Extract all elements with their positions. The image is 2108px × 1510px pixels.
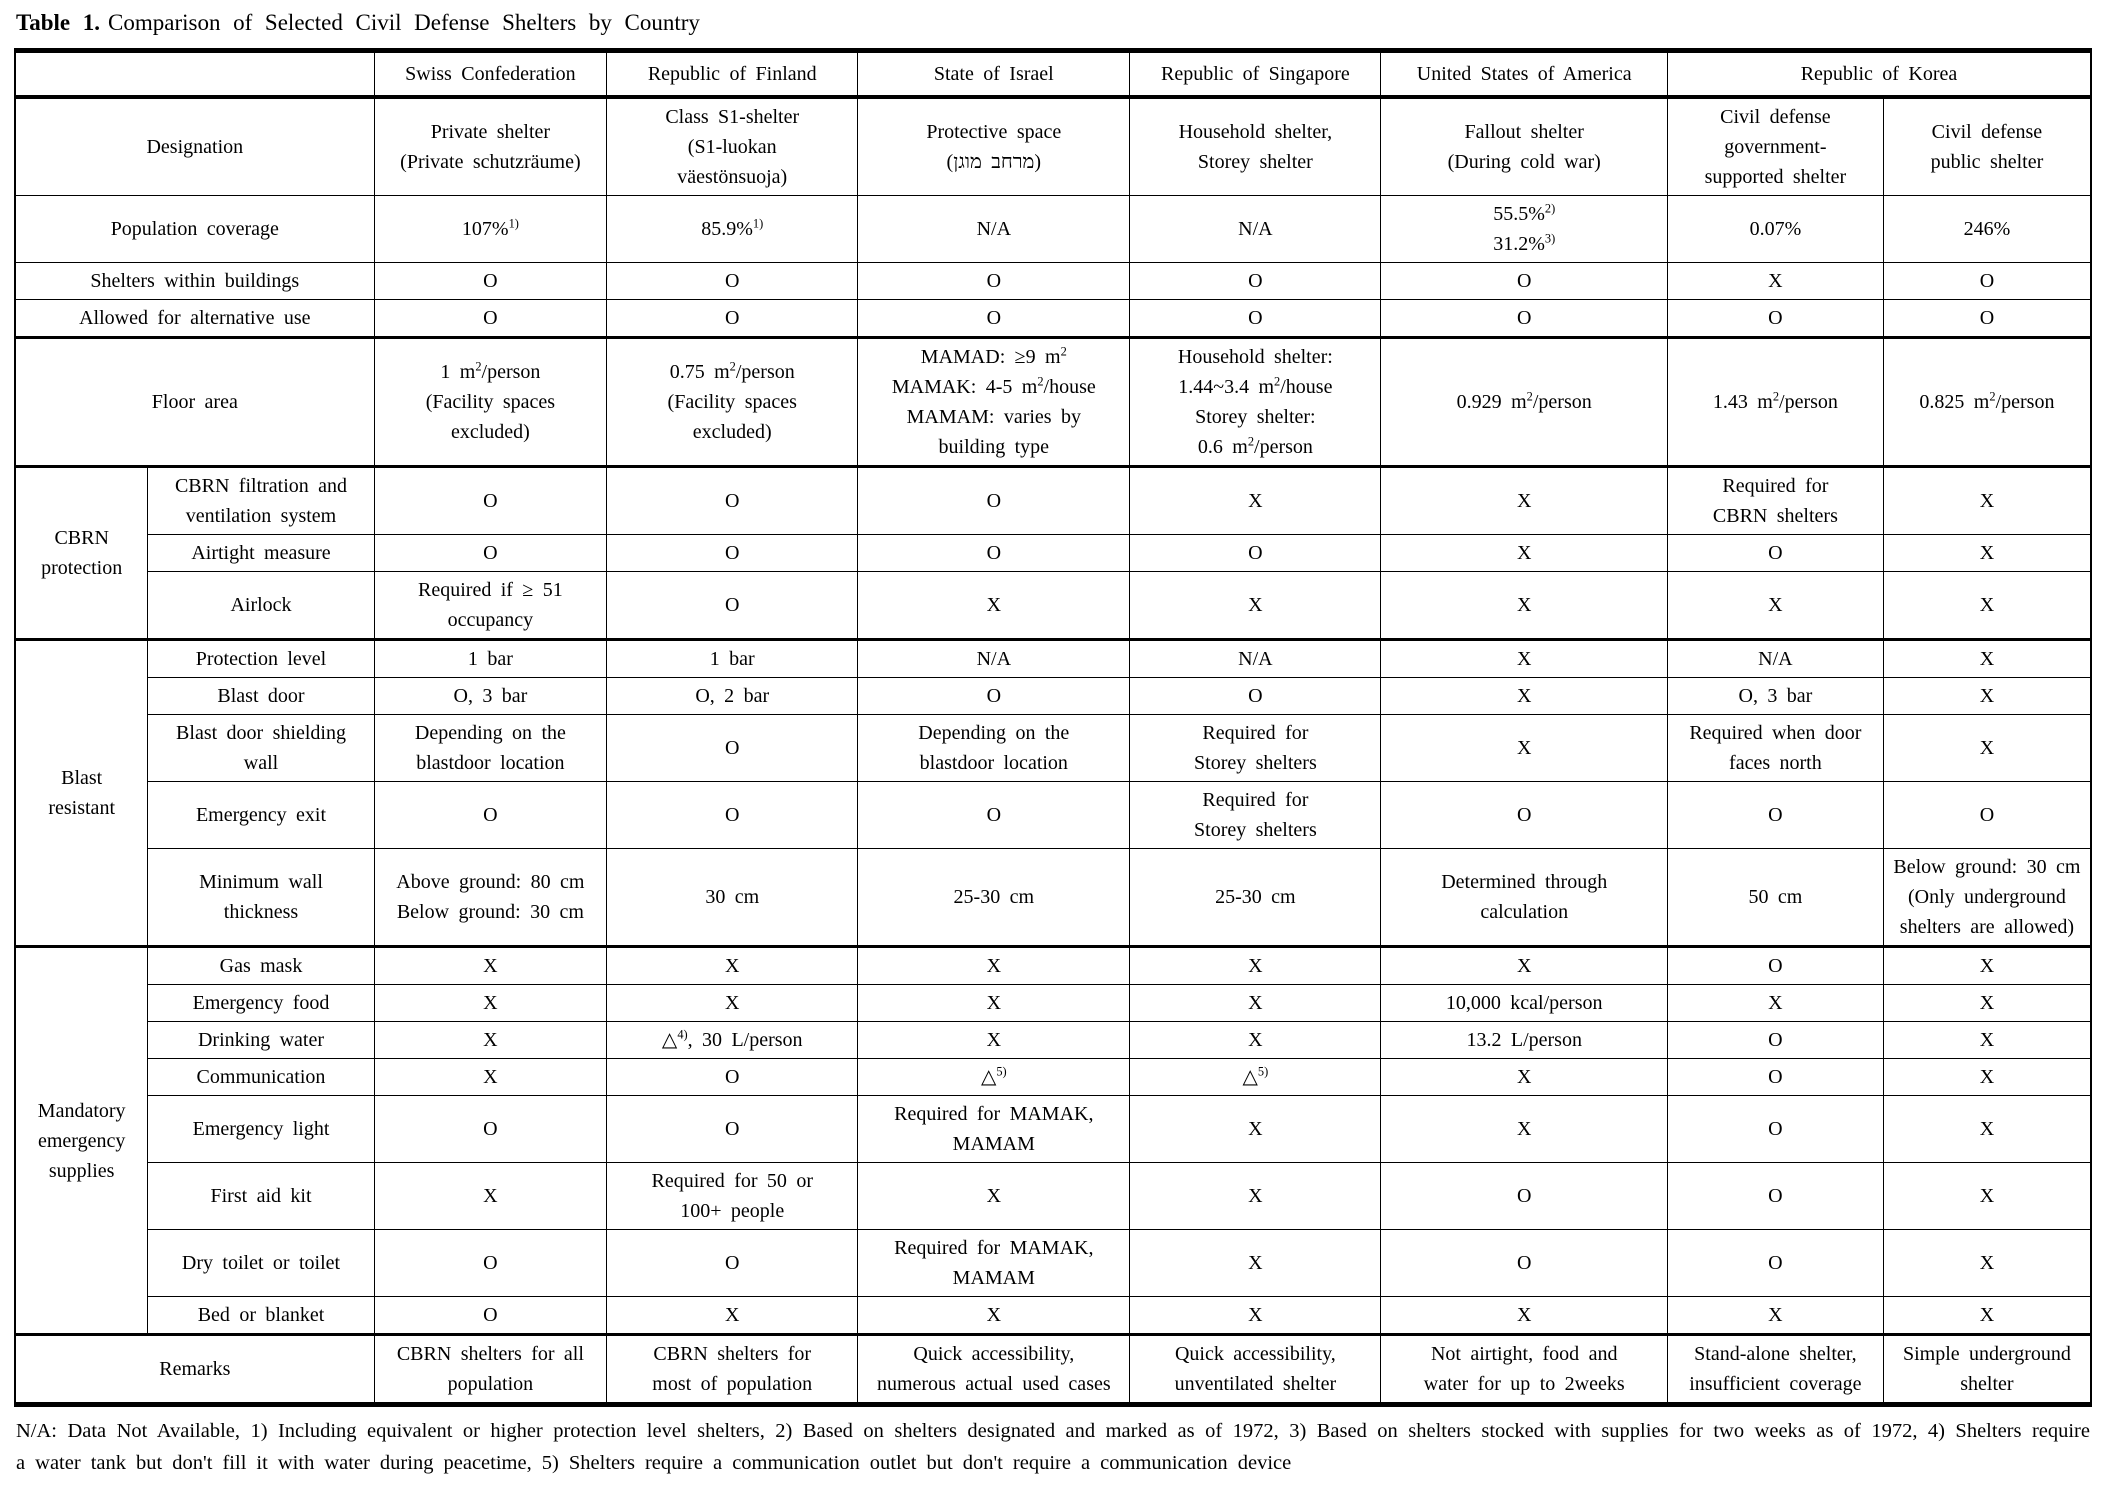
cell-cbrn-filtration-4: X [1381, 467, 1667, 535]
cell-shelters-within-buildings-1: O [607, 263, 858, 300]
table-row-dry-toilet [15, 1230, 2091, 1297]
cell-emergency-food-0: X [374, 985, 607, 1022]
row-label-communication: Communication [148, 1059, 374, 1096]
cell-drinking-water-4: 13.2 L/person [1381, 1022, 1667, 1059]
cell-emergency-food-3: X [1130, 985, 1381, 1022]
table-row-designation [15, 97, 2091, 196]
cell-cbrn-filtration-5: Required for CBRN shelters [1667, 467, 1883, 535]
cell-allowed-alternative-use-0: O [374, 300, 607, 338]
country-header-4: United States of America [1381, 51, 1667, 98]
row-label-population-coverage: Population coverage [15, 196, 374, 263]
cell-protection-level-0: 1 bar [374, 640, 607, 678]
table-row-communication [15, 1059, 2091, 1096]
cell-emergency-light-0: O [374, 1096, 607, 1163]
cell-bed-or-blanket-5: X [1667, 1297, 1883, 1335]
cell-first-aid-kit-1: Required for 50 or 100+ people [607, 1163, 858, 1230]
cell-shelters-within-buildings-5: X [1667, 263, 1883, 300]
cell-minimum-wall-thickness-2: 25-30 cm [858, 849, 1130, 947]
cell-airlock-4: X [1381, 572, 1667, 640]
cell-designation-4: Fallout shelter (During cold war) [1381, 97, 1667, 196]
cell-airtight-measure-6: X [1883, 535, 2091, 572]
cell-dry-toilet-6: X [1883, 1230, 2091, 1297]
cell-blast-door-shielding-wall-2: Depending on the blastdoor location [858, 715, 1130, 782]
table-caption-label: Table 1. [16, 10, 101, 35]
table-row-shelters-within-buildings [15, 263, 2091, 300]
cell-population-coverage-4: 55.5%$^{2)}$ 31.2%$^{3)}$ [1381, 196, 1667, 263]
row-label-dry-toilet: Dry toilet or toilet [148, 1230, 374, 1297]
cell-bed-or-blanket-0: O [374, 1297, 607, 1335]
cell-remarks-6: Simple underground shelter [1883, 1335, 2091, 1405]
cell-dry-toilet-4: O [1381, 1230, 1667, 1297]
cell-airlock-2: X [858, 572, 1130, 640]
row-label-minimum-wall-thickness: Minimum wall thickness [148, 849, 374, 947]
table-row-emergency-food [15, 985, 2091, 1022]
cell-allowed-alternative-use-2: O [858, 300, 1130, 338]
cell-airtight-measure-3: O [1130, 535, 1381, 572]
country-header-1: Republic of Finland [607, 51, 858, 98]
cell-airlock-6: X [1883, 572, 2091, 640]
cell-airlock-5: X [1667, 572, 1883, 640]
cell-emergency-exit-1: O [607, 782, 858, 849]
row-label-remarks: Remarks [15, 1335, 374, 1405]
cell-emergency-food-6: X [1883, 985, 2091, 1022]
cell-blast-door-shielding-wall-0: Depending on the blastdoor location [374, 715, 607, 782]
cell-bed-or-blanket-1: X [607, 1297, 858, 1335]
cell-emergency-food-2: X [858, 985, 1130, 1022]
row-label-floor-area: Floor area [15, 338, 374, 467]
table-caption [16, 10, 2092, 36]
table-row-emergency-exit [15, 782, 2091, 849]
row-label-emergency-exit: Emergency exit [148, 782, 374, 849]
cell-communication-0: X [374, 1059, 607, 1096]
cell-minimum-wall-thickness-5: 50 cm [1667, 849, 1883, 947]
table-row-bed-or-blanket [15, 1297, 2091, 1335]
cell-airtight-measure-4: X [1381, 535, 1667, 572]
cell-cbrn-filtration-6: X [1883, 467, 2091, 535]
cell-first-aid-kit-6: X [1883, 1163, 2091, 1230]
cell-population-coverage-2: N/A [858, 196, 1130, 263]
cell-emergency-light-4: X [1381, 1096, 1667, 1163]
group-label-cbrn-filtration: CBRN protection [15, 467, 148, 640]
cell-blast-door-0: O, 3 bar [374, 678, 607, 715]
cell-remarks-5: Stand-alone shelter, insufficient coverage [1667, 1335, 1883, 1405]
cell-emergency-exit-0: O [374, 782, 607, 849]
cell-allowed-alternative-use-1: O [607, 300, 858, 338]
cell-emergency-light-3: X [1130, 1096, 1381, 1163]
cell-airlock-3: X [1130, 572, 1381, 640]
cell-drinking-water-0: X [374, 1022, 607, 1059]
cell-floor-area-0: 1 $m^2$/person (Facility spaces excluded) [374, 338, 607, 467]
table-row-population-coverage [15, 196, 2091, 263]
cell-airlock-1: O [607, 572, 858, 640]
cell-cbrn-filtration-1: O [607, 467, 858, 535]
cell-cbrn-filtration-0: O [374, 467, 607, 535]
cell-bed-or-blanket-2: X [858, 1297, 1130, 1335]
cell-bed-or-blanket-4: X [1381, 1297, 1667, 1335]
cell-airtight-measure-0: O [374, 535, 607, 572]
cell-gas-mask-1: X [607, 947, 858, 985]
cell-bed-or-blanket-3: X [1130, 1297, 1381, 1335]
row-label-blast-door-shielding-wall: Blast door shielding wall [148, 715, 374, 782]
row-label-designation: Designation [15, 97, 374, 196]
cell-protection-level-3: N/A [1130, 640, 1381, 678]
cell-shelters-within-buildings-3: O [1130, 263, 1381, 300]
cell-population-coverage-6: 246% [1883, 196, 2091, 263]
table-header [15, 51, 2091, 98]
row-label-first-aid-kit: First aid kit [148, 1163, 374, 1230]
cell-floor-area-2: MAMAD: ≥9 $m^2$ MAMAK: 4-5 $m^2$/house MAMAM: varies by building type [858, 338, 1130, 467]
cell-dry-toilet-2: Required for MAMAK, MAMAM [858, 1230, 1130, 1297]
country-header-2: State of Israel [858, 51, 1130, 98]
cell-emergency-food-1: X [607, 985, 858, 1022]
table-body [15, 97, 2091, 1405]
cell-remarks-0: CBRN shelters for all population [374, 1335, 607, 1405]
cell-communication-6: X [1883, 1059, 2091, 1096]
row-label-airlock: Airlock [148, 572, 374, 640]
cell-floor-area-4: 0.929 $m^2$/person [1381, 338, 1667, 467]
cell-communication-5: O [1667, 1059, 1883, 1096]
corner-cell [15, 51, 374, 98]
cell-floor-area-3: Household shelter: 1.44~3.4 $m^2$/house Storey shelter: 0.6 $m^2$/person [1130, 338, 1381, 467]
cell-gas-mask-5: O [1667, 947, 1883, 985]
cell-minimum-wall-thickness-1: 30 cm [607, 849, 858, 947]
cell-emergency-light-5: O [1667, 1096, 1883, 1163]
cell-shelters-within-buildings-4: O [1381, 263, 1667, 300]
cell-allowed-alternative-use-5: O [1667, 300, 1883, 338]
row-label-emergency-light: Emergency light [148, 1096, 374, 1163]
cell-shelters-within-buildings-0: O [374, 263, 607, 300]
cell-minimum-wall-thickness-6: Below ground: 30 cm (Only underground shelters are allowed) [1883, 849, 2091, 947]
table-row-protection-level [15, 640, 2091, 678]
cell-dry-toilet-5: O [1667, 1230, 1883, 1297]
row-label-emergency-food: Emergency food [148, 985, 374, 1022]
cell-allowed-alternative-use-6: O [1883, 300, 2091, 338]
cell-emergency-light-2: Required for MAMAK, MAMAM [858, 1096, 1130, 1163]
cell-population-coverage-3: N/A [1130, 196, 1381, 263]
group-label-gas-mask: Mandatory emergency supplies [15, 947, 148, 1335]
row-label-drinking-water: Drinking water [148, 1022, 374, 1059]
cell-first-aid-kit-3: X [1130, 1163, 1381, 1230]
cell-cbrn-filtration-2: O [858, 467, 1130, 535]
cell-remarks-4: Not airtight, food and water for up to 2weeks [1381, 1335, 1667, 1405]
cell-population-coverage-5: 0.07% [1667, 196, 1883, 263]
cell-floor-area-1: 0.75 $m^2$/person (Facility spaces excluded) [607, 338, 858, 467]
table-row-allowed-alternative-use [15, 300, 2091, 338]
row-label-protection-level: Protection level [148, 640, 374, 678]
cell-blast-door-4: X [1381, 678, 1667, 715]
cell-protection-level-2: N/A [858, 640, 1130, 678]
cell-drinking-water-5: O [1667, 1022, 1883, 1059]
table-row-blast-door [15, 678, 2091, 715]
cell-first-aid-kit-5: O [1667, 1163, 1883, 1230]
cell-designation-2: Protective space (מרחב מוגן) [858, 97, 1130, 196]
table-row-airlock [15, 572, 2091, 640]
cell-designation-5: Civil defense government- supported shelter [1667, 97, 1883, 196]
cell-designation-1: Class S1-shelter (S1-luokan väestönsuoja) [607, 97, 858, 196]
row-label-airtight-measure: Airtight measure [148, 535, 374, 572]
cell-protection-level-6: X [1883, 640, 2091, 678]
cell-shelters-within-buildings-6: O [1883, 263, 2091, 300]
cell-minimum-wall-thickness-3: 25-30 cm [1130, 849, 1381, 947]
cell-protection-level-5: N/A [1667, 640, 1883, 678]
cell-drinking-water-6: X [1883, 1022, 2091, 1059]
cell-dry-toilet-1: O [607, 1230, 858, 1297]
table-row-remarks [15, 1335, 2091, 1405]
table-row-minimum-wall-thickness [15, 849, 2091, 947]
cell-floor-area-6: 0.825 $m^2$/person [1883, 338, 2091, 467]
cell-gas-mask-2: X [858, 947, 1130, 985]
table-row-cbrn-filtration [15, 467, 2091, 535]
cell-minimum-wall-thickness-0: Above ground: 80 cm Below ground: 30 cm [374, 849, 607, 947]
row-label-gas-mask: Gas mask [148, 947, 374, 985]
cell-emergency-exit-6: O [1883, 782, 2091, 849]
cell-emergency-exit-2: O [858, 782, 1130, 849]
country-header-3: Republic of Singapore [1130, 51, 1381, 98]
cell-communication-1: O [607, 1059, 858, 1096]
cell-blast-door-shielding-wall-5: Required when door faces north [1667, 715, 1883, 782]
cell-gas-mask-3: X [1130, 947, 1381, 985]
cell-airlock-0: Required if ≥ 51 occupancy [374, 572, 607, 640]
table-row-gas-mask [15, 947, 2091, 985]
country-header-5: Republic of Korea [1667, 51, 2091, 98]
cell-blast-door-shielding-wall-6: X [1883, 715, 2091, 782]
table-row-airtight-measure [15, 535, 2091, 572]
cell-emergency-exit-5: O [1667, 782, 1883, 849]
cell-emergency-exit-4: O [1381, 782, 1667, 849]
group-label-protection-level: Blast resistant [15, 640, 148, 947]
cell-blast-door-shielding-wall-3: Required for Storey shelters [1130, 715, 1381, 782]
cell-airtight-measure-2: O [858, 535, 1130, 572]
cell-gas-mask-6: X [1883, 947, 2091, 985]
cell-gas-mask-4: X [1381, 947, 1667, 985]
country-header-0: Swiss Confederation [374, 51, 607, 98]
table-row-drinking-water [15, 1022, 2091, 1059]
cell-remarks-3: Quick accessibility, unventilated shelter [1130, 1335, 1381, 1405]
cell-communication-3: △$^{5)}$ [1130, 1059, 1381, 1096]
cell-dry-toilet-0: O [374, 1230, 607, 1297]
cell-first-aid-kit-0: X [374, 1163, 607, 1230]
cell-blast-door-shielding-wall-1: O [607, 715, 858, 782]
row-label-shelters-within-buildings: Shelters within buildings [15, 263, 374, 300]
cell-communication-4: X [1381, 1059, 1667, 1096]
row-label-bed-or-blanket: Bed or blanket [148, 1297, 374, 1335]
cell-emergency-light-1: O [607, 1096, 858, 1163]
table-row-floor-area [15, 338, 2091, 467]
cell-emergency-light-6: X [1883, 1096, 2091, 1163]
cell-first-aid-kit-2: X [858, 1163, 1130, 1230]
table-row-emergency-light [15, 1096, 2091, 1163]
cell-cbrn-filtration-3: X [1130, 467, 1381, 535]
cell-dry-toilet-3: X [1130, 1230, 1381, 1297]
header-row [15, 51, 2091, 98]
cell-blast-door-5: O, 3 bar [1667, 678, 1883, 715]
table-row-blast-door-shielding-wall [15, 715, 2091, 782]
table-caption-text: Comparison of Selected Civil Defense Shelters by Country [108, 10, 700, 35]
cell-protection-level-1: 1 bar [607, 640, 858, 678]
cell-designation-0: Private shelter (Private schutzräume) [374, 97, 607, 196]
cell-emergency-food-4: 10,000 kcal/person [1381, 985, 1667, 1022]
cell-allowed-alternative-use-3: O [1130, 300, 1381, 338]
cell-drinking-water-1: △$^{4)}$, 30 L/person [607, 1022, 858, 1059]
row-label-cbrn-filtration: CBRN filtration and ventilation system [148, 467, 374, 535]
cell-designation-6: Civil defense public shelter [1883, 97, 2091, 196]
cell-population-coverage-0: 107%$^{1)}$ [374, 196, 607, 263]
shelter-comparison-table [14, 48, 2092, 1407]
cell-gas-mask-0: X [374, 947, 607, 985]
cell-emergency-exit-3: Required for Storey shelters [1130, 782, 1381, 849]
cell-minimum-wall-thickness-4: Determined through calculation [1381, 849, 1667, 947]
cell-shelters-within-buildings-2: O [858, 263, 1130, 300]
table-footnote: N/A: Data Not Available, 1) Including equivalent or higher protection level shelters, 2) Based on shelters designated and marked as of 1972, 3) Based on shelters stocked with supplies for two weeks as of 1972, 4) Shelters require a water tank but don't fill it with water during peacetime, 5) Shelters require a communication outlet but don't require a communication device [16, 1420, 2090, 1474]
cell-designation-3: Household shelter, Storey shelter [1130, 97, 1381, 196]
cell-blast-door-shielding-wall-4: X [1381, 715, 1667, 782]
cell-population-coverage-1: 85.9%$^{1)}$ [607, 196, 858, 263]
cell-allowed-alternative-use-4: O [1381, 300, 1667, 338]
table-row-first-aid-kit [15, 1163, 2091, 1230]
cell-airtight-measure-5: O [1667, 535, 1883, 572]
cell-airtight-measure-1: O [607, 535, 858, 572]
cell-protection-level-4: X [1381, 640, 1667, 678]
cell-blast-door-1: O, 2 bar [607, 678, 858, 715]
cell-remarks-2: Quick accessibility, numerous actual used cases [858, 1335, 1130, 1405]
cell-emergency-food-5: X [1667, 985, 1883, 1022]
cell-communication-2: △$^{5)}$ [858, 1059, 1130, 1096]
cell-remarks-1: CBRN shelters for most of population [607, 1335, 858, 1405]
cell-bed-or-blanket-6: X [1883, 1297, 2091, 1335]
row-label-allowed-alternative-use: Allowed for alternative use [15, 300, 374, 338]
cell-blast-door-3: O [1130, 678, 1381, 715]
row-label-blast-door: Blast door [148, 678, 374, 715]
cell-floor-area-5: 1.43 $m^2$/person [1667, 338, 1883, 467]
cell-blast-door-6: X [1883, 678, 2091, 715]
cell-blast-door-2: O [858, 678, 1130, 715]
cell-first-aid-kit-4: O [1381, 1163, 1667, 1230]
cell-drinking-water-3: X [1130, 1022, 1381, 1059]
cell-drinking-water-2: X [858, 1022, 1130, 1059]
